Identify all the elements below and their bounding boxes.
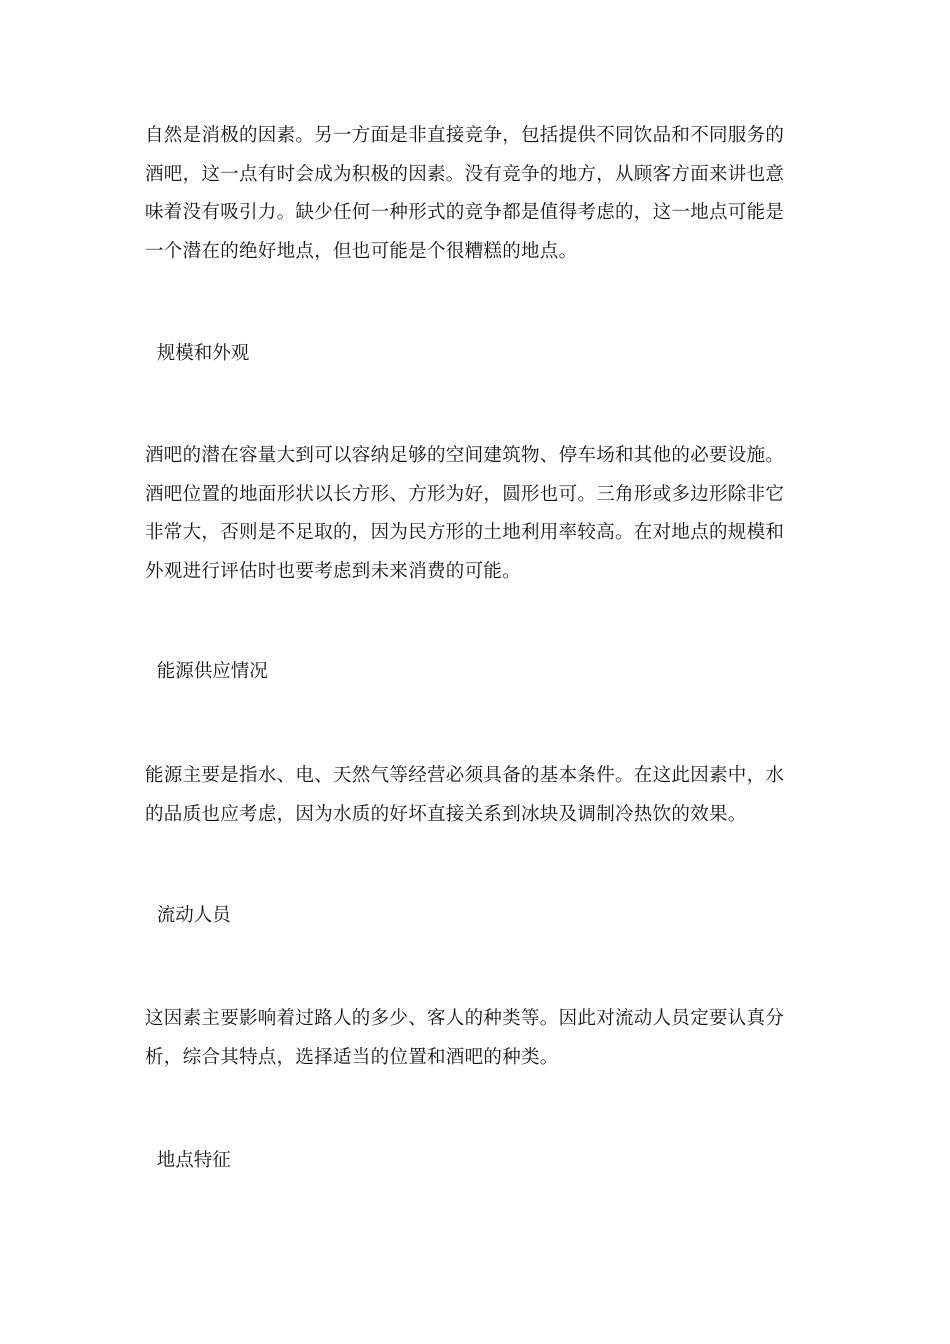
paragraph-traffic [145,1000,810,1077]
paragraph-line: 能源主要是指水、电、天然气等经营必须具备的基本条件。在这此因素中，水 [145,765,785,786]
paragraph-line: 一个潜在的绝好地点，但也可能是个很糟糕的地点。 [145,240,578,262]
paragraph-competition [145,117,810,271]
paragraph-size [145,437,810,591]
paragraph-line: 的品质也应考虑，因为水质的好坏直接关系到冰块及调制冷热饮的效果。 [145,803,747,825]
paragraph-line: 外观进行评估时也要考虑到未来消费的可能。 [145,560,522,582]
paragraph-line: 析，综合其特点，选择适当的位置和酒吧的种类。 [145,1046,559,1068]
section-heading-traffic: 流动人员 [145,905,231,926]
section-heading-size: 规模和外观 [145,343,250,364]
paragraph-line: 酒吧，这一点有时会成为积极的因素。没有竞争的地方，从顾客方面来讲也意 [145,163,785,185]
paragraph-line: 自然是消极的因素。另一方面是非直接竞争，包括提供不同饮品和不同服务的 [145,125,785,146]
paragraph-line: 酒吧位置的地面形状以长方形、方形为好，圆形也可。三角形或多边形除非它 [145,483,785,505]
paragraph-line: 这因素主要影响着过路人的多少、客人的种类等。因此对流动人员定要认真分 [145,1008,785,1029]
paragraph-energy [145,757,810,834]
section-heading-location: 地点特征 [145,1150,231,1171]
section-heading-energy: 能源供应情况 [145,661,268,682]
paragraph-line: 非常大，否则是不足取的，因为民方形的土地利用率较高。在对地点的规模和 [145,522,785,543]
paragraph-line: 味着没有吸引力。缺少任何一种形式的竞争都是值得考虑的，这一地点可能是 [145,202,785,223]
paragraph-line: 酒吧的潜在容量大到可以容纳足够的空间建筑物、停车场和其他的必要设施。 [145,445,785,466]
